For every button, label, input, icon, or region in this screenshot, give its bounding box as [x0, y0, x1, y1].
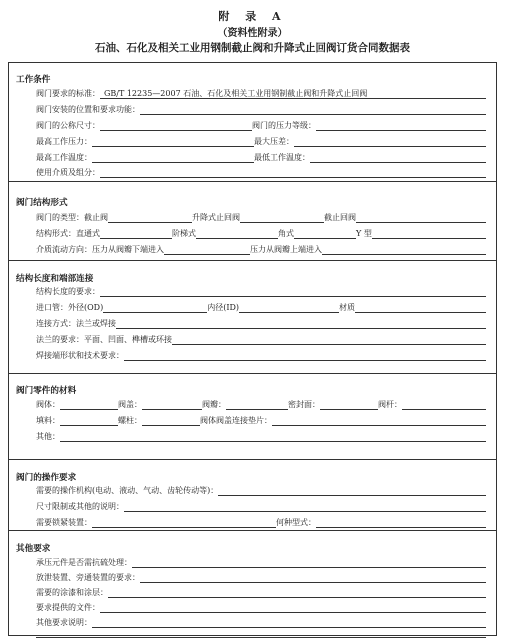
stepped-field[interactable]: [196, 228, 278, 239]
stepped-label: 阶梯式: [172, 229, 196, 238]
flange-label: 法兰的要求：平面、凹面、榫槽或环接: [36, 335, 172, 344]
row-structure-form: [36, 225, 486, 239]
max-pressure-drop-label: 最大压差：: [254, 137, 294, 146]
nominal-size-label: 阀门的公称尺寸：: [36, 121, 100, 130]
lift-check-field[interactable]: [240, 212, 324, 223]
section-title: 阀门零件的材料: [16, 386, 77, 396]
bonnet-field[interactable]: [142, 399, 202, 410]
notes-label: 其他要求说明：: [36, 618, 92, 627]
material-field[interactable]: [355, 302, 486, 313]
flow-below-label: 介质流动方向：压力从阀瓣下端进入: [36, 245, 164, 254]
order-data-sheet: [8, 62, 497, 636]
row-standard: [36, 85, 486, 99]
connection-label: 连接方式：法兰或焊接: [36, 319, 116, 328]
row-inlet-pipe: [36, 299, 486, 313]
lock-label: 需要锁紧装置：: [36, 518, 92, 527]
section-title: 结构长度和端部连接: [16, 274, 94, 284]
section-title: 阀门的操作要求: [16, 473, 77, 483]
flange-field[interactable]: [172, 334, 486, 345]
actuator-label: 需要的操作机构(电动、液动、气动、齿轮传动等)：: [36, 486, 219, 495]
length-label: 结构长度的要求：: [36, 287, 100, 296]
location-field[interactable]: [140, 104, 486, 115]
row-location: [36, 101, 486, 115]
globe-valve-field[interactable]: [108, 212, 192, 223]
notes-field-extra[interactable]: [36, 627, 486, 638]
nominal-size-field[interactable]: [100, 120, 252, 131]
row-coating: [36, 584, 486, 598]
max-temp-field[interactable]: [92, 152, 254, 163]
inlet-id-field[interactable]: [239, 302, 339, 313]
seat-field[interactable]: [320, 399, 378, 410]
y-type-field[interactable]: [372, 228, 486, 239]
max-pressure-field[interactable]: [92, 136, 254, 147]
angle-field[interactable]: [294, 228, 356, 239]
row-size-class: [36, 117, 486, 131]
row-actuator: [36, 482, 486, 496]
section-materials: [9, 373, 496, 460]
coating-field[interactable]: [108, 587, 486, 598]
body-label: 阀体：: [36, 400, 60, 409]
location-label: 阀门安装的位置和要求功能：: [36, 105, 140, 114]
bonnet-label: 阀盖：: [118, 400, 142, 409]
medium-label: 使用介质及组分：: [36, 168, 100, 177]
stem-field[interactable]: [402, 399, 486, 410]
inlet-od-field[interactable]: [103, 302, 207, 313]
inlet-id-label: 内径(ID): [207, 303, 240, 312]
row-max-pressure: [36, 133, 486, 147]
coating-label: 需要的涂漆和涂层：: [36, 588, 108, 597]
docs-field[interactable]: [100, 602, 486, 613]
weld-field[interactable]: [124, 350, 486, 361]
weld-label: 焊接端形状和技术要求：: [36, 351, 124, 360]
stop-check-label: 截止回阀: [324, 213, 356, 222]
dimension-label: 尺寸限制或其他的说明：: [36, 502, 124, 511]
length-field[interactable]: [100, 286, 486, 297]
packing-label: 填料：: [36, 416, 60, 425]
seat-label: 密封面：: [288, 400, 320, 409]
stop-check-field[interactable]: [356, 212, 486, 223]
gasket-label: 阀体阀盖连接垫片：: [200, 416, 272, 425]
material-label: 材质: [339, 303, 356, 312]
y-type-label: Y 型: [356, 229, 372, 238]
lock-type-label: 何种型式：: [276, 518, 316, 527]
docs-label: 要求提供的文件：: [36, 603, 100, 612]
actuator-field[interactable]: [218, 485, 486, 496]
medium-field[interactable]: [100, 167, 486, 178]
row-notes-continued: [36, 624, 486, 638]
connection-field[interactable]: [116, 318, 486, 329]
dimension-field[interactable]: [124, 501, 486, 512]
lock-type-field[interactable]: [316, 517, 486, 528]
document-title: 石油、石化及相关工业用钢制截止阀和升降式止回阀订货合同数据表: [95, 42, 410, 54]
body-field[interactable]: [60, 399, 118, 410]
valve-type-label: 阀门的类型：截止阀: [36, 213, 108, 222]
appendix-heading: 附 录 A: [218, 10, 287, 23]
disc-label: 阀瓣：: [202, 400, 226, 409]
row-dimension-limit: [36, 498, 486, 512]
row-materials-2: [36, 412, 486, 426]
packing-field[interactable]: [60, 415, 118, 426]
row-lock: [36, 514, 486, 528]
min-temp-field[interactable]: [310, 152, 486, 163]
inlet-od-label: 进口管：外径(OD): [36, 303, 104, 312]
straight-field[interactable]: [100, 228, 172, 239]
max-pressure-label: 最高工作压力：: [36, 137, 92, 146]
section-title: 阀门结构形式: [16, 198, 68, 208]
section-title: 其他要求: [16, 544, 51, 554]
gasket-field[interactable]: [272, 415, 486, 426]
pressure-class-field[interactable]: [316, 120, 486, 131]
standard-value[interactable]: GB/T 12235—2007 石油、石化及相关工业用钢制截止阀和升降式止回阀: [100, 88, 486, 99]
other-material-label: 其他：: [36, 432, 60, 441]
section-end-connections: [9, 260, 496, 374]
standard-label: 阀门要求的标准：: [36, 89, 100, 98]
row-flow-direction: [36, 241, 486, 255]
section-working-conditions: [9, 63, 496, 181]
appendix-nature: （资料性附录）: [217, 28, 288, 39]
min-temp-label: 最低工作温度：: [254, 153, 310, 162]
row-flange: [36, 331, 486, 345]
stem-label: 阀杆：: [378, 400, 402, 409]
section-operation: [9, 459, 496, 531]
max-pressure-drop-field[interactable]: [294, 136, 486, 147]
section-other: [9, 530, 496, 637]
disc-field[interactable]: [226, 399, 288, 410]
row-temperature: [36, 149, 486, 163]
flow-above-field[interactable]: [322, 244, 486, 255]
row-length: [36, 283, 486, 297]
bolt-label: 螺柱：: [118, 416, 142, 425]
section-title: 工作条件: [16, 75, 51, 85]
row-valve-type: [36, 209, 486, 223]
drain-label: 放泄装置、旁通装置的要求：: [36, 573, 140, 582]
flow-above-label: 压力从阀瓣上端进入: [250, 245, 322, 254]
row-materials-other: [36, 428, 486, 442]
row-materials-1: [36, 396, 486, 410]
row-documents: [36, 599, 486, 613]
pressure-class-label: 阀门的压力等级：: [252, 121, 316, 130]
row-weld-end: [36, 347, 486, 361]
lift-check-label: 升降式止回阀: [192, 213, 240, 222]
max-temp-label: 最高工作温度：: [36, 153, 92, 162]
row-connection: [36, 315, 486, 329]
section-valve-structure: [9, 181, 496, 261]
sour-label: 承压元件是否需抗硫处理：: [36, 558, 132, 567]
lock-field[interactable]: [92, 517, 276, 528]
other-material-field[interactable]: [60, 431, 486, 442]
row-sour-service: [36, 554, 486, 568]
drain-field[interactable]: [140, 572, 486, 583]
flow-below-field[interactable]: [164, 244, 250, 255]
row-medium: [36, 164, 486, 178]
sour-field[interactable]: [132, 557, 486, 568]
bolt-field[interactable]: [142, 415, 200, 426]
angle-label: 角式: [278, 229, 294, 238]
straight-label: 结构形式：直通式: [36, 229, 100, 238]
row-drain-bypass: [36, 569, 486, 583]
